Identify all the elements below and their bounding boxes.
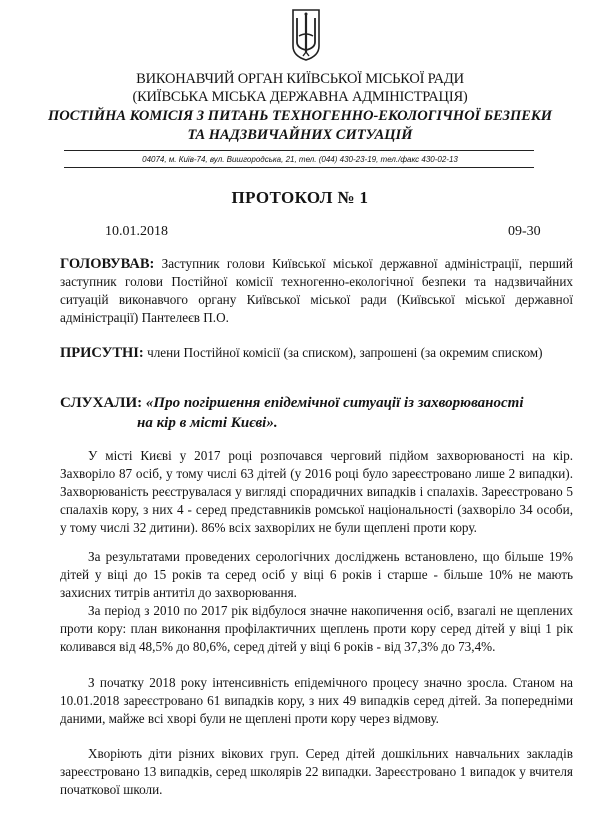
commission-name-line2: ТА НАДЗВИЧАЙНИХ СИТУАЦІЙ [187,127,413,143]
address-line: 04074, м. Київ-74, вул. Вишгородська, 21, тел. (044) 430-23-19, тел./факс 430-02-13 [142,155,458,164]
chaired-paragraph [60,255,573,327]
header-rule-bottom [64,167,534,168]
body-paragraph: За результатами проведених серологічних досліджень встановлено, що більше 19% дітей у віці до 15 років та серед осіб у віці 6 років і старше - більше 10% не мають захисних титрів антитіл до захворювання. [60,549,573,600]
heard-topic-line2: на кір в місті Києві». [137,415,278,431]
body-paragraph: За період з 2010 по 2017 рік відбулося значне накопичення осіб, взагалі не щеплених проти кору: план виконання профілактичних щеплень проти кору серед дітей у віці 1 рік коливався від 48,5% до 80,6%, серед дітей у віці 6 років - від 37,3% до 73,4%. [60,603,573,654]
org-name-line2: (КИЇВСЬКА МІСЬКА ДЕРЖАВНА АДМІНІСТРАЦІЯ) [132,89,468,105]
heard-label: СЛУХАЛИ: [60,395,143,411]
heard-topic-line1: «Про погіршення епідемічної ситуації із захворюваності [142,395,524,411]
trident-emblem-icon [291,8,321,62]
protocol-time: 09-30 [508,224,541,239]
present-text: члени Постійної комісії (за списком), запрошені (за окремим списком) [143,345,543,360]
header-rule-top [64,150,534,151]
present-paragraph [60,344,573,362]
protocol-title: ПРОТОКОЛ № 1 [231,188,369,207]
heard-line [60,393,580,413]
body-paragraph: Хворіють діти різних вікових груп. Серед дітей дошкільних навчальних закладів зареєстровано 13 випадків, серед школярів 22 випадки. Зареєстровано 1 випадок у вчителя початкової школи. [60,746,573,797]
chaired-label: ГОЛОВУВАВ: [60,256,155,272]
chaired-text: Заступник голови Київської міської державної адміністрації, перший заступник голови Постійної комісії техногенно-екологічної безпеки та надзвичайних ситуацій виконавчого органу Київської міської ради (Київської міської державної адміністрації) Пантелеєв П.О. [60,256,573,325]
present-label: ПРИСУТНІ: [60,345,144,361]
org-name-line1: ВИКОНАВЧИЙ ОРГАН КИЇВСЬКОЇ МІСЬКОЇ РАДИ [136,71,464,87]
body-paragraph: У місті Києві у 2017 році розпочався черговий підйом захворюваності на кір. Захворіло 87 осіб, у тому числі 63 дітей (у 2016 році було зареєстровано лише 2 випадки). Захворюваність реєструвалася у вигляді спорадичних випадків і спалахів. Зареєстровано 5 спалахів кору, з них 4 - серед представників ромської національності (захворіло 34 особи, у тому числі 32 дитини). 86% всіх захворілих не були щеплені проти кору. [60,448,573,535]
protocol-date: 10.01.2018 [105,224,168,239]
commission-name-line1: ПОСТІЙНА КОМІСІЯ З ПИТАНЬ ТЕХНОГЕННО-ЕКОЛОГІЧНОЇ БЕЗПЕКИ [47,108,553,124]
body-paragraph: З початку 2018 року інтенсивність епідемічного процесу значно зросла. Станом на 10.01.2018 зареєстровано 61 випадків кору, з них 49 випадків серед дітей. За попередніми даними, майже всі хворі були не щеплені проти кору через відмову. [60,675,573,726]
